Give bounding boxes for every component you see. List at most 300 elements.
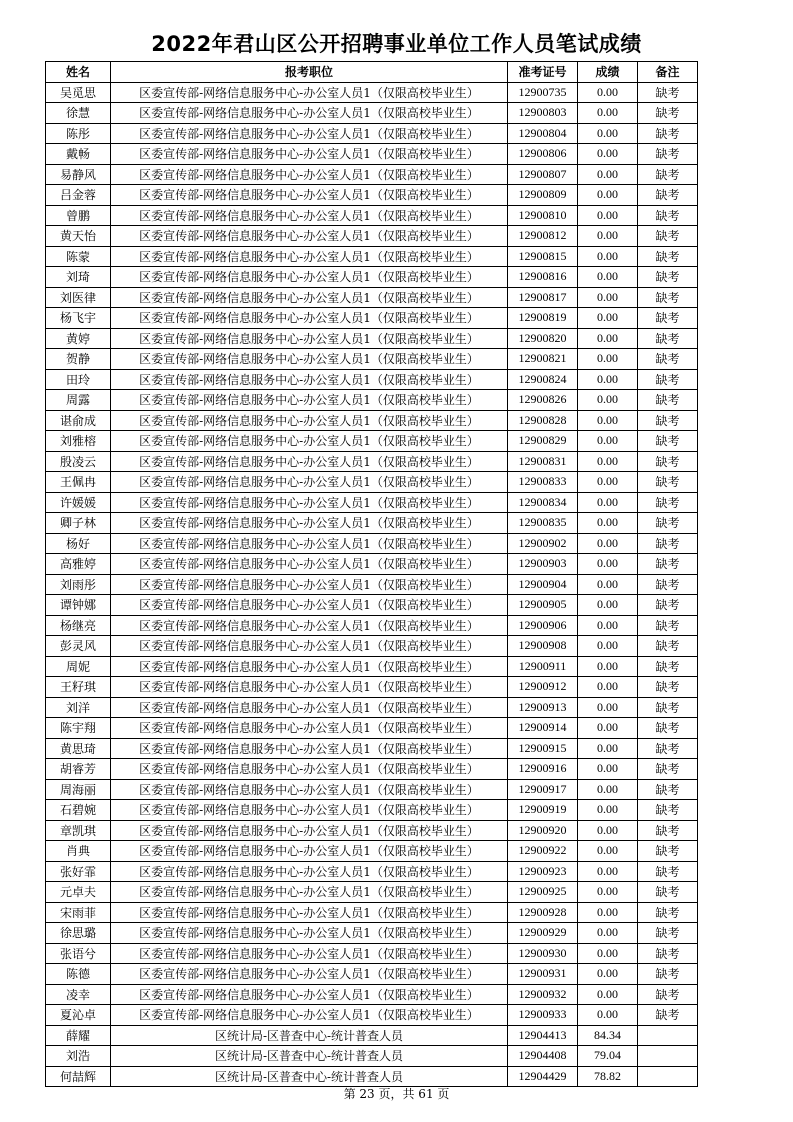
cell-name: 陈宇翔 <box>46 718 111 739</box>
cell-score: 0.00 <box>578 287 638 308</box>
cell-position: 区委宣传部-网络信息服务中心-办公室人员1（仅限高校毕业生） <box>111 964 508 985</box>
cell-note: 缺考 <box>638 103 698 124</box>
cell-note: 缺考 <box>638 144 698 165</box>
cell-position: 区委宣传部-网络信息服务中心-办公室人员1（仅限高校毕业生） <box>111 492 508 513</box>
page-footer: 第 23 页，共 61 页 <box>343 1087 450 1101</box>
cell-score: 0.00 <box>578 697 638 718</box>
cell-position: 区委宣传部-网络信息服务中心-办公室人员1（仅限高校毕业生） <box>111 636 508 657</box>
cell-note: 缺考 <box>638 574 698 595</box>
cell-name: 殷凌云 <box>46 451 111 472</box>
cell-note: 缺考 <box>638 902 698 923</box>
cell-name: 刘琦 <box>46 267 111 288</box>
table-row <box>46 656 698 677</box>
cell-position: 区委宣传部-网络信息服务中心-办公室人员1（仅限高校毕业生） <box>111 738 508 759</box>
table-row <box>46 492 698 513</box>
cell-note: 缺考 <box>638 492 698 513</box>
cell-note <box>638 1066 698 1087</box>
cell-ticket: 12900833 <box>508 472 578 493</box>
cell-position: 区委宣传部-网络信息服务中心-办公室人员1（仅限高校毕业生） <box>111 82 508 103</box>
cell-score: 0.00 <box>578 779 638 800</box>
cell-note: 缺考 <box>638 800 698 821</box>
cell-name: 杨好 <box>46 533 111 554</box>
cell-name: 谌俞成 <box>46 410 111 431</box>
cell-name: 吕金蓉 <box>46 185 111 206</box>
table-row <box>46 164 698 185</box>
table-row <box>46 328 698 349</box>
cell-position: 区委宣传部-网络信息服务中心-办公室人员1（仅限高校毕业生） <box>111 431 508 452</box>
cell-ticket: 12900735 <box>508 82 578 103</box>
cell-ticket: 12900933 <box>508 1005 578 1026</box>
cell-position: 区委宣传部-网络信息服务中心-办公室人员1（仅限高校毕业生） <box>111 349 508 370</box>
cell-note: 缺考 <box>638 513 698 534</box>
cell-note: 缺考 <box>638 431 698 452</box>
table-row <box>46 738 698 759</box>
cell-name: 张语兮 <box>46 943 111 964</box>
cell-note: 缺考 <box>638 205 698 226</box>
cell-name: 胡睿芳 <box>46 759 111 780</box>
cell-name: 刘医律 <box>46 287 111 308</box>
cell-name: 许媛媛 <box>46 492 111 513</box>
cell-note: 缺考 <box>638 369 698 390</box>
cell-note: 缺考 <box>638 656 698 677</box>
cell-ticket: 12900915 <box>508 738 578 759</box>
cell-ticket: 12900932 <box>508 984 578 1005</box>
cell-name: 徐慧 <box>46 103 111 124</box>
cell-position: 区委宣传部-网络信息服务中心-办公室人员1（仅限高校毕业生） <box>111 595 508 616</box>
cell-ticket: 12900826 <box>508 390 578 411</box>
cell-score: 0.00 <box>578 923 638 944</box>
cell-ticket: 12900828 <box>508 410 578 431</box>
cell-note <box>638 1025 698 1046</box>
cell-note: 缺考 <box>638 923 698 944</box>
cell-ticket: 12900906 <box>508 615 578 636</box>
header-name: 姓名 <box>46 62 111 83</box>
cell-ticket: 12904429 <box>508 1066 578 1087</box>
cell-name: 杨飞宇 <box>46 308 111 329</box>
cell-score: 0.00 <box>578 882 638 903</box>
cell-note: 缺考 <box>638 451 698 472</box>
table-row <box>46 820 698 841</box>
table-row <box>46 861 698 882</box>
cell-score: 0.00 <box>578 738 638 759</box>
cell-ticket: 12900829 <box>508 431 578 452</box>
table-row <box>46 595 698 616</box>
table-row <box>46 205 698 226</box>
cell-ticket: 12900931 <box>508 964 578 985</box>
cell-name: 陈德 <box>46 964 111 985</box>
cell-score: 0.00 <box>578 984 638 1005</box>
cell-ticket: 12900807 <box>508 164 578 185</box>
cell-score: 0.00 <box>578 533 638 554</box>
cell-name: 刘浩 <box>46 1046 111 1067</box>
cell-position: 区委宣传部-网络信息服务中心-办公室人员1（仅限高校毕业生） <box>111 923 508 944</box>
cell-name: 凌幸 <box>46 984 111 1005</box>
table-row <box>46 410 698 431</box>
table-row <box>46 697 698 718</box>
cell-name: 石碧婉 <box>46 800 111 821</box>
cell-ticket: 12900821 <box>508 349 578 370</box>
cell-ticket: 12900914 <box>508 718 578 739</box>
cell-position: 区委宣传部-网络信息服务中心-办公室人员1（仅限高校毕业生） <box>111 205 508 226</box>
table-row <box>46 246 698 267</box>
table-row <box>46 1005 698 1026</box>
cell-name: 周露 <box>46 390 111 411</box>
table-row <box>46 574 698 595</box>
cell-position: 区委宣传部-网络信息服务中心-办公室人员1（仅限高校毕业生） <box>111 390 508 411</box>
cell-name: 宋雨菲 <box>46 902 111 923</box>
table-row <box>46 882 698 903</box>
cell-ticket: 12900911 <box>508 656 578 677</box>
cell-ticket: 12900923 <box>508 861 578 882</box>
cell-name: 卿子林 <box>46 513 111 534</box>
cell-score: 0.00 <box>578 615 638 636</box>
cell-position: 区委宣传部-网络信息服务中心-办公室人员1（仅限高校毕业生） <box>111 902 508 923</box>
cell-ticket: 12900804 <box>508 123 578 144</box>
table-row <box>46 533 698 554</box>
cell-note: 缺考 <box>638 595 698 616</box>
cell-position: 区委宣传部-网络信息服务中心-办公室人员1（仅限高校毕业生） <box>111 574 508 595</box>
table-row <box>46 923 698 944</box>
cell-score: 0.00 <box>578 964 638 985</box>
cell-name: 刘洋 <box>46 697 111 718</box>
cell-note: 缺考 <box>638 820 698 841</box>
cell-note: 缺考 <box>638 636 698 657</box>
cell-name: 黄思琦 <box>46 738 111 759</box>
header-ticket: 准考证号 <box>508 62 578 83</box>
scores-table <box>45 61 698 1087</box>
cell-score: 84.34 <box>578 1025 638 1046</box>
page-title: 2022年君山区公开招聘事业单位工作人员笔试成绩 <box>151 32 642 56</box>
table-row <box>46 759 698 780</box>
table-row <box>46 677 698 698</box>
cell-score: 0.00 <box>578 554 638 575</box>
table-row <box>46 779 698 800</box>
cell-position: 区委宣传部-网络信息服务中心-办公室人员1（仅限高校毕业生） <box>111 861 508 882</box>
cell-note: 缺考 <box>638 1005 698 1026</box>
cell-position: 区委宣传部-网络信息服务中心-办公室人员1（仅限高校毕业生） <box>111 451 508 472</box>
cell-ticket: 12900904 <box>508 574 578 595</box>
cell-ticket: 12900810 <box>508 205 578 226</box>
cell-note: 缺考 <box>638 861 698 882</box>
cell-position: 区委宣传部-网络信息服务中心-办公室人员1（仅限高校毕业生） <box>111 533 508 554</box>
cell-score: 0.00 <box>578 185 638 206</box>
header-note: 备注 <box>638 62 698 83</box>
table-row <box>46 185 698 206</box>
cell-position: 区委宣传部-网络信息服务中心-办公室人员1（仅限高校毕业生） <box>111 697 508 718</box>
cell-note: 缺考 <box>638 533 698 554</box>
cell-note: 缺考 <box>638 164 698 185</box>
cell-position: 区委宣传部-网络信息服务中心-办公室人员1（仅限高校毕业生） <box>111 513 508 534</box>
cell-note: 缺考 <box>638 779 698 800</box>
cell-score: 0.00 <box>578 349 638 370</box>
cell-name: 易静风 <box>46 164 111 185</box>
cell-name: 夏沁卓 <box>46 1005 111 1026</box>
cell-score: 0.00 <box>578 1005 638 1026</box>
cell-position: 区委宣传部-网络信息服务中心-办公室人员1（仅限高校毕业生） <box>111 185 508 206</box>
table-row <box>46 308 698 329</box>
header-score: 成绩 <box>578 62 638 83</box>
cell-score: 0.00 <box>578 636 638 657</box>
cell-score: 0.00 <box>578 267 638 288</box>
cell-score: 0.00 <box>578 451 638 472</box>
cell-note: 缺考 <box>638 718 698 739</box>
cell-position: 区委宣传部-网络信息服务中心-办公室人员1（仅限高校毕业生） <box>111 123 508 144</box>
cell-score: 0.00 <box>578 943 638 964</box>
cell-position: 区委宣传部-网络信息服务中心-办公室人员1（仅限高校毕业生） <box>111 246 508 267</box>
table-row <box>46 554 698 575</box>
table-row <box>46 1066 698 1087</box>
table-row <box>46 144 698 165</box>
cell-note: 缺考 <box>638 615 698 636</box>
cell-note: 缺考 <box>638 964 698 985</box>
table-row <box>46 349 698 370</box>
cell-position: 区委宣传部-网络信息服务中心-办公室人员1（仅限高校毕业生） <box>111 984 508 1005</box>
table-body <box>46 82 698 1087</box>
cell-ticket: 12900815 <box>508 246 578 267</box>
cell-ticket: 12900912 <box>508 677 578 698</box>
cell-position: 区委宣传部-网络信息服务中心-办公室人员1（仅限高校毕业生） <box>111 820 508 841</box>
cell-ticket: 12900806 <box>508 144 578 165</box>
header-position: 报考职位 <box>111 62 508 83</box>
cell-score: 78.82 <box>578 1066 638 1087</box>
cell-position: 区委宣传部-网络信息服务中心-办公室人员1（仅限高校毕业生） <box>111 410 508 431</box>
table-row <box>46 431 698 452</box>
cell-name: 高雅婷 <box>46 554 111 575</box>
table-row <box>46 943 698 964</box>
cell-ticket: 12900803 <box>508 103 578 124</box>
cell-ticket: 12900925 <box>508 882 578 903</box>
cell-ticket: 12900919 <box>508 800 578 821</box>
cell-ticket: 12900817 <box>508 287 578 308</box>
cell-name: 张好霏 <box>46 861 111 882</box>
cell-ticket: 12900922 <box>508 841 578 862</box>
cell-name: 曾鹏 <box>46 205 111 226</box>
cell-ticket: 12900903 <box>508 554 578 575</box>
cell-ticket: 12900929 <box>508 923 578 944</box>
cell-note: 缺考 <box>638 82 698 103</box>
table-row <box>46 451 698 472</box>
table-row <box>46 103 698 124</box>
cell-name: 何喆辉 <box>46 1066 111 1087</box>
cell-note: 缺考 <box>638 943 698 964</box>
cell-position: 区委宣传部-网络信息服务中心-办公室人员1（仅限高校毕业生） <box>111 554 508 575</box>
cell-name: 元卓夫 <box>46 882 111 903</box>
cell-position: 区委宣传部-网络信息服务中心-办公室人员1（仅限高校毕业生） <box>111 328 508 349</box>
cell-score: 0.00 <box>578 431 638 452</box>
cell-position: 区委宣传部-网络信息服务中心-办公室人员1（仅限高校毕业生） <box>111 369 508 390</box>
cell-position: 区委宣传部-网络信息服务中心-办公室人员1（仅限高校毕业生） <box>111 287 508 308</box>
cell-name: 田玲 <box>46 369 111 390</box>
cell-name: 刘雨彤 <box>46 574 111 595</box>
cell-name: 黄天怡 <box>46 226 111 247</box>
table-row <box>46 472 698 493</box>
cell-note: 缺考 <box>638 226 698 247</box>
cell-note: 缺考 <box>638 759 698 780</box>
table-row <box>46 902 698 923</box>
table-row <box>46 123 698 144</box>
table-row <box>46 841 698 862</box>
table-row <box>46 82 698 103</box>
cell-note: 缺考 <box>638 308 698 329</box>
cell-ticket: 12900820 <box>508 328 578 349</box>
cell-name: 彭灵风 <box>46 636 111 657</box>
table-row <box>46 267 698 288</box>
cell-position: 区委宣传部-网络信息服务中心-办公室人员1（仅限高校毕业生） <box>111 103 508 124</box>
cell-note: 缺考 <box>638 984 698 1005</box>
cell-score: 0.00 <box>578 677 638 698</box>
cell-ticket: 12900908 <box>508 636 578 657</box>
cell-note: 缺考 <box>638 328 698 349</box>
cell-position: 区委宣传部-网络信息服务中心-办公室人员1（仅限高校毕业生） <box>111 656 508 677</box>
table-row <box>46 287 698 308</box>
cell-ticket: 12900834 <box>508 492 578 513</box>
cell-score: 0.00 <box>578 472 638 493</box>
cell-score: 0.00 <box>578 369 638 390</box>
cell-ticket: 12900928 <box>508 902 578 923</box>
cell-name: 周海丽 <box>46 779 111 800</box>
cell-score: 0.00 <box>578 718 638 739</box>
cell-name: 陈蒙 <box>46 246 111 267</box>
cell-name: 刘雅榕 <box>46 431 111 452</box>
cell-note: 缺考 <box>638 697 698 718</box>
table-header-row <box>46 62 698 83</box>
cell-position: 区委宣传部-网络信息服务中心-办公室人员1（仅限高校毕业生） <box>111 759 508 780</box>
cell-score: 0.00 <box>578 902 638 923</box>
cell-score: 0.00 <box>578 492 638 513</box>
cell-score: 0.00 <box>578 246 638 267</box>
cell-position: 区委宣传部-网络信息服务中心-办公室人员1（仅限高校毕业生） <box>111 472 508 493</box>
cell-score: 0.00 <box>578 861 638 882</box>
cell-note: 缺考 <box>638 410 698 431</box>
cell-ticket: 12900917 <box>508 779 578 800</box>
cell-position: 区统计局-区普查中心-统计普查人员 <box>111 1025 508 1046</box>
table-row <box>46 636 698 657</box>
cell-note: 缺考 <box>638 349 698 370</box>
table-row <box>46 369 698 390</box>
cell-ticket: 12900920 <box>508 820 578 841</box>
cell-ticket: 12900809 <box>508 185 578 206</box>
cell-position: 区委宣传部-网络信息服务中心-办公室人员1（仅限高校毕业生） <box>111 144 508 165</box>
table-row <box>46 800 698 821</box>
cell-note: 缺考 <box>638 390 698 411</box>
cell-position: 区委宣传部-网络信息服务中心-办公室人员1（仅限高校毕业生） <box>111 718 508 739</box>
cell-note: 缺考 <box>638 267 698 288</box>
cell-position: 区委宣传部-网络信息服务中心-办公室人员1（仅限高校毕业生） <box>111 841 508 862</box>
cell-score: 0.00 <box>578 410 638 431</box>
cell-note: 缺考 <box>638 472 698 493</box>
cell-score: 0.00 <box>578 574 638 595</box>
cell-ticket: 12900835 <box>508 513 578 534</box>
cell-note: 缺考 <box>638 738 698 759</box>
table-row <box>46 1025 698 1046</box>
cell-position: 区委宣传部-网络信息服务中心-办公室人员1（仅限高校毕业生） <box>111 267 508 288</box>
table-row <box>46 964 698 985</box>
cell-score: 0.00 <box>578 595 638 616</box>
cell-position: 区委宣传部-网络信息服务中心-办公室人员1（仅限高校毕业生） <box>111 164 508 185</box>
cell-score: 0.00 <box>578 103 638 124</box>
cell-score: 79.04 <box>578 1046 638 1067</box>
cell-ticket: 12900913 <box>508 697 578 718</box>
table-row <box>46 984 698 1005</box>
cell-score: 0.00 <box>578 226 638 247</box>
cell-position: 区委宣传部-网络信息服务中心-办公室人员1（仅限高校毕业生） <box>111 677 508 698</box>
cell-ticket: 12900905 <box>508 595 578 616</box>
cell-score: 0.00 <box>578 164 638 185</box>
cell-name: 吴觅思 <box>46 82 111 103</box>
cell-ticket: 12900816 <box>508 267 578 288</box>
table-row <box>46 1046 698 1067</box>
cell-position: 区委宣传部-网络信息服务中心-办公室人员1（仅限高校毕业生） <box>111 943 508 964</box>
table-row <box>46 718 698 739</box>
cell-ticket: 12900812 <box>508 226 578 247</box>
cell-score: 0.00 <box>578 820 638 841</box>
cell-note: 缺考 <box>638 677 698 698</box>
cell-name: 王佩冉 <box>46 472 111 493</box>
cell-score: 0.00 <box>578 656 638 677</box>
cell-note: 缺考 <box>638 882 698 903</box>
cell-position: 区统计局-区普查中心-统计普查人员 <box>111 1066 508 1087</box>
cell-name: 王籽琪 <box>46 677 111 698</box>
table-row <box>46 513 698 534</box>
cell-score: 0.00 <box>578 800 638 821</box>
cell-note: 缺考 <box>638 287 698 308</box>
cell-name: 肖典 <box>46 841 111 862</box>
cell-name: 章凯琪 <box>46 820 111 841</box>
table-row <box>46 390 698 411</box>
cell-note: 缺考 <box>638 185 698 206</box>
cell-position: 区委宣传部-网络信息服务中心-办公室人员1（仅限高校毕业生） <box>111 226 508 247</box>
cell-name: 谭钟娜 <box>46 595 111 616</box>
cell-position: 区统计局-区普查中心-统计普查人员 <box>111 1046 508 1067</box>
cell-position: 区委宣传部-网络信息服务中心-办公室人员1（仅限高校毕业生） <box>111 779 508 800</box>
cell-score: 0.00 <box>578 144 638 165</box>
cell-name: 薛耀 <box>46 1025 111 1046</box>
cell-note <box>638 1046 698 1067</box>
cell-score: 0.00 <box>578 390 638 411</box>
cell-position: 区委宣传部-网络信息服务中心-办公室人员1（仅限高校毕业生） <box>111 882 508 903</box>
cell-note: 缺考 <box>638 554 698 575</box>
cell-score: 0.00 <box>578 841 638 862</box>
cell-score: 0.00 <box>578 759 638 780</box>
cell-ticket: 12900930 <box>508 943 578 964</box>
table-row <box>46 615 698 636</box>
cell-note: 缺考 <box>638 246 698 267</box>
cell-score: 0.00 <box>578 308 638 329</box>
cell-note: 缺考 <box>638 841 698 862</box>
cell-name: 周妮 <box>46 656 111 677</box>
cell-name: 陈彤 <box>46 123 111 144</box>
cell-ticket: 12900916 <box>508 759 578 780</box>
cell-ticket: 12900819 <box>508 308 578 329</box>
cell-ticket: 12900831 <box>508 451 578 472</box>
cell-ticket: 12900902 <box>508 533 578 554</box>
cell-score: 0.00 <box>578 328 638 349</box>
cell-name: 徐思璐 <box>46 923 111 944</box>
cell-position: 区委宣传部-网络信息服务中心-办公室人员1（仅限高校毕业生） <box>111 308 508 329</box>
cell-ticket: 12904413 <box>508 1025 578 1046</box>
table-row <box>46 226 698 247</box>
cell-name: 戴畅 <box>46 144 111 165</box>
cell-name: 黄婷 <box>46 328 111 349</box>
cell-position: 区委宣传部-网络信息服务中心-办公室人员1（仅限高校毕业生） <box>111 1005 508 1026</box>
cell-score: 0.00 <box>578 123 638 144</box>
cell-name: 杨继亮 <box>46 615 111 636</box>
cell-name: 贺静 <box>46 349 111 370</box>
cell-position: 区委宣传部-网络信息服务中心-办公室人员1（仅限高校毕业生） <box>111 800 508 821</box>
cell-position: 区委宣传部-网络信息服务中心-办公室人员1（仅限高校毕业生） <box>111 615 508 636</box>
cell-score: 0.00 <box>578 82 638 103</box>
cell-note: 缺考 <box>638 123 698 144</box>
